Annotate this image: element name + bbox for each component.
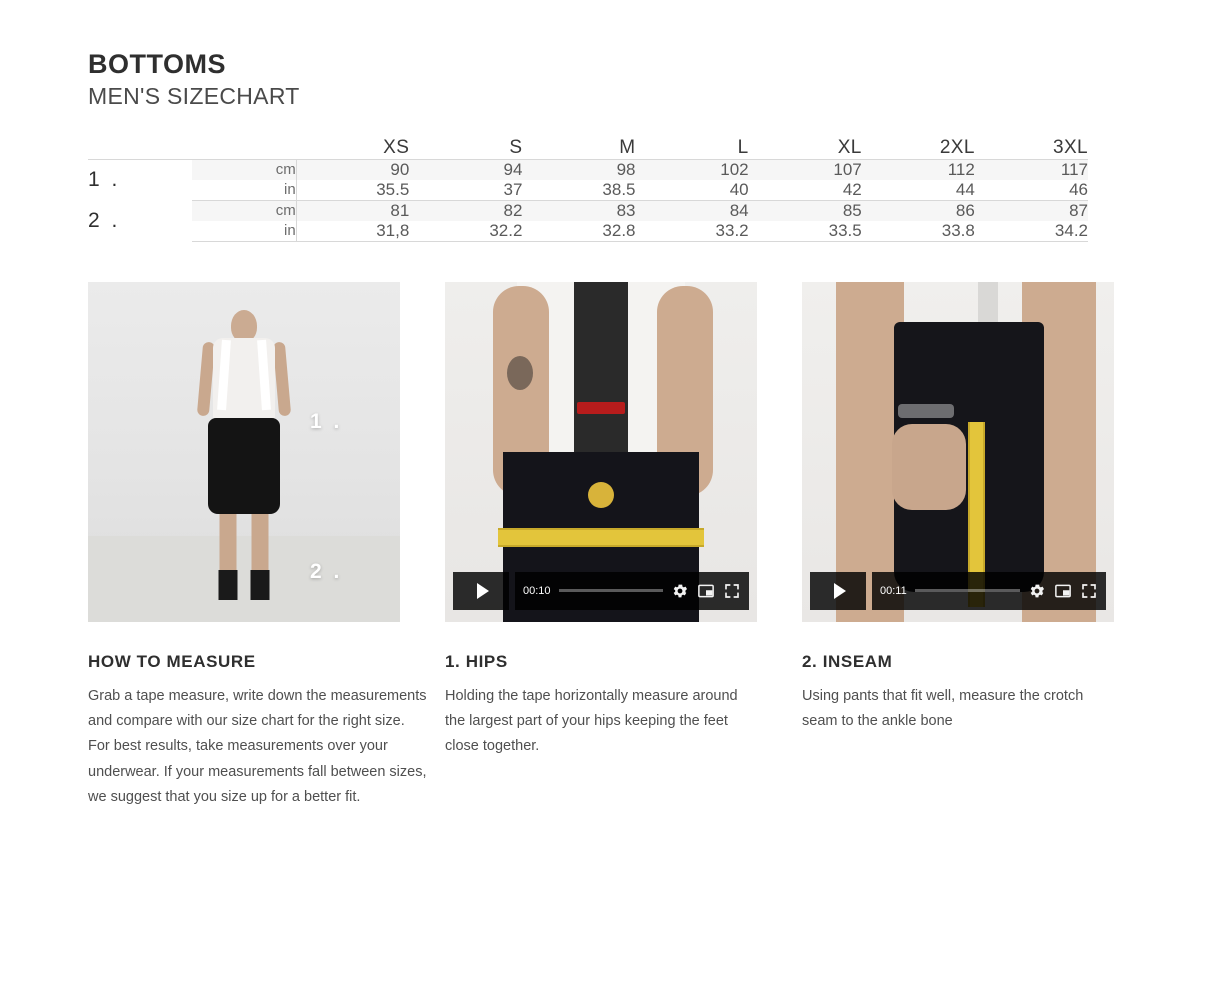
play-button[interactable] <box>453 572 509 610</box>
model-hand <box>892 424 966 510</box>
model-shorts <box>208 418 280 514</box>
model-tattoo <box>507 356 533 390</box>
play-icon <box>477 583 489 599</box>
play-button[interactable] <box>810 572 866 610</box>
page-title-sub: MEN'S SIZECHART <box>88 82 300 109</box>
size-header-m: M <box>522 137 635 160</box>
value-cell: 34.2 <box>975 221 1088 242</box>
media-column-hips <box>445 282 757 811</box>
fullscreen-icon[interactable] <box>723 582 741 600</box>
value-cell: 37 <box>409 180 522 201</box>
size-header-l: L <box>636 137 749 160</box>
value-cell: 102 <box>636 159 749 180</box>
sizechart-table <box>88 137 1088 242</box>
brand-badge <box>577 402 625 414</box>
model-arm-right <box>273 341 291 416</box>
video-controls[interactable] <box>802 572 1114 610</box>
video-time: 00:10 <box>523 584 551 597</box>
header-spacer-unit <box>192 137 296 160</box>
media-column-inseam <box>802 282 1114 811</box>
page-title <box>88 48 1144 111</box>
model-sock-left <box>219 570 238 600</box>
value-cell: 81 <box>296 200 409 221</box>
unit-cell: cm <box>192 159 296 180</box>
video-progress-bar[interactable] <box>872 572 1106 610</box>
caption-body-hips: Holding the tape horizontally measure around the largest part of your hips keeping the feet close together. <box>445 687 738 755</box>
model-back-panel <box>574 282 628 458</box>
image-marker-2: 2 . <box>310 559 343 583</box>
value-cell: 84 <box>636 200 749 221</box>
header-spacer-number <box>88 137 192 160</box>
sizechart-header-row <box>88 137 1088 160</box>
value-cell: 107 <box>749 159 862 180</box>
table-row <box>88 159 1088 180</box>
value-cell: 44 <box>862 180 975 201</box>
row-group-number-1: 1 . <box>88 167 121 191</box>
caption-body-inseam: Using pants that fit well, measure the crotch seam to the ankle bone <box>802 687 1084 729</box>
value-cell: 32.2 <box>409 221 522 242</box>
video-time: 00:11 <box>880 584 907 597</box>
value-cell: 31,8 <box>296 221 409 242</box>
value-cell: 38.5 <box>522 180 635 201</box>
size-header-2xl: 2XL <box>862 137 975 160</box>
unit-cell: cm <box>192 200 296 221</box>
value-cell: 117 <box>975 159 1088 180</box>
value-cell: 33.2 <box>636 221 749 242</box>
value-cell: 83 <box>522 200 635 221</box>
row-group-number-2: 2 . <box>88 208 121 232</box>
video-controls[interactable] <box>445 572 757 610</box>
image-marker-1: 1 . <box>310 409 343 433</box>
video-progress-bar[interactable] <box>515 572 749 610</box>
media-column-how-to-measure <box>88 282 427 811</box>
size-header-s: S <box>409 137 522 160</box>
value-cell: 42 <box>749 180 862 201</box>
size-header-3xl: 3XL <box>975 137 1088 160</box>
value-cell: 46 <box>975 180 1088 201</box>
fullscreen-icon[interactable] <box>1080 582 1098 600</box>
value-cell: 94 <box>409 159 522 180</box>
media-row <box>88 282 1144 811</box>
value-cell: 90 <box>296 159 409 180</box>
miniplayer-icon[interactable] <box>697 582 715 600</box>
value-cell: 87 <box>975 200 1088 221</box>
caption-title-how-to-measure: HOW TO MEASURE <box>88 651 256 671</box>
table-row <box>88 180 1088 201</box>
size-header-xl: XL <box>749 137 862 160</box>
play-icon <box>834 583 846 599</box>
value-cell: 40 <box>636 180 749 201</box>
unit-cell: in <box>192 221 296 242</box>
value-cell: 35.5 <box>296 180 409 201</box>
value-cell: 86 <box>862 200 975 221</box>
measuring-tape <box>498 528 704 547</box>
value-cell: 82 <box>409 200 522 221</box>
video-scrubber[interactable] <box>559 589 663 592</box>
value-cell: 98 <box>522 159 635 180</box>
page-title-main: BOTTOMS <box>88 49 226 79</box>
caption-title-hips: 1. HIPS <box>445 651 508 671</box>
model-sock-right <box>251 570 270 600</box>
how-to-measure-image <box>88 282 400 622</box>
miniplayer-icon[interactable] <box>1054 582 1072 600</box>
value-cell: 32.8 <box>522 221 635 242</box>
model-wristband <box>898 404 954 418</box>
brand-logo <box>588 482 614 508</box>
table-row <box>88 200 1088 221</box>
value-cell: 33.8 <box>862 221 975 242</box>
inseam-video[interactable] <box>802 282 1114 622</box>
value-cell: 85 <box>749 200 862 221</box>
size-header-xs: XS <box>296 137 409 160</box>
caption-title-inseam: 2. INSEAM <box>802 651 893 671</box>
image-floor <box>88 536 400 622</box>
value-cell: 112 <box>862 159 975 180</box>
gear-icon[interactable] <box>671 582 689 600</box>
video-scrubber[interactable] <box>915 589 1020 592</box>
caption-body-how-to-measure: Grab a tape measure, write down the measurements and compare with our size chart for the right size. For best results, take measurements over your underwear. If your measurements fall between sizes, we suggest that you size up for a better fit. <box>88 687 427 805</box>
unit-cell: in <box>192 180 296 201</box>
gear-icon[interactable] <box>1028 582 1046 600</box>
value-cell: 33.5 <box>749 221 862 242</box>
table-row <box>88 221 1088 242</box>
hips-video[interactable] <box>445 282 757 622</box>
